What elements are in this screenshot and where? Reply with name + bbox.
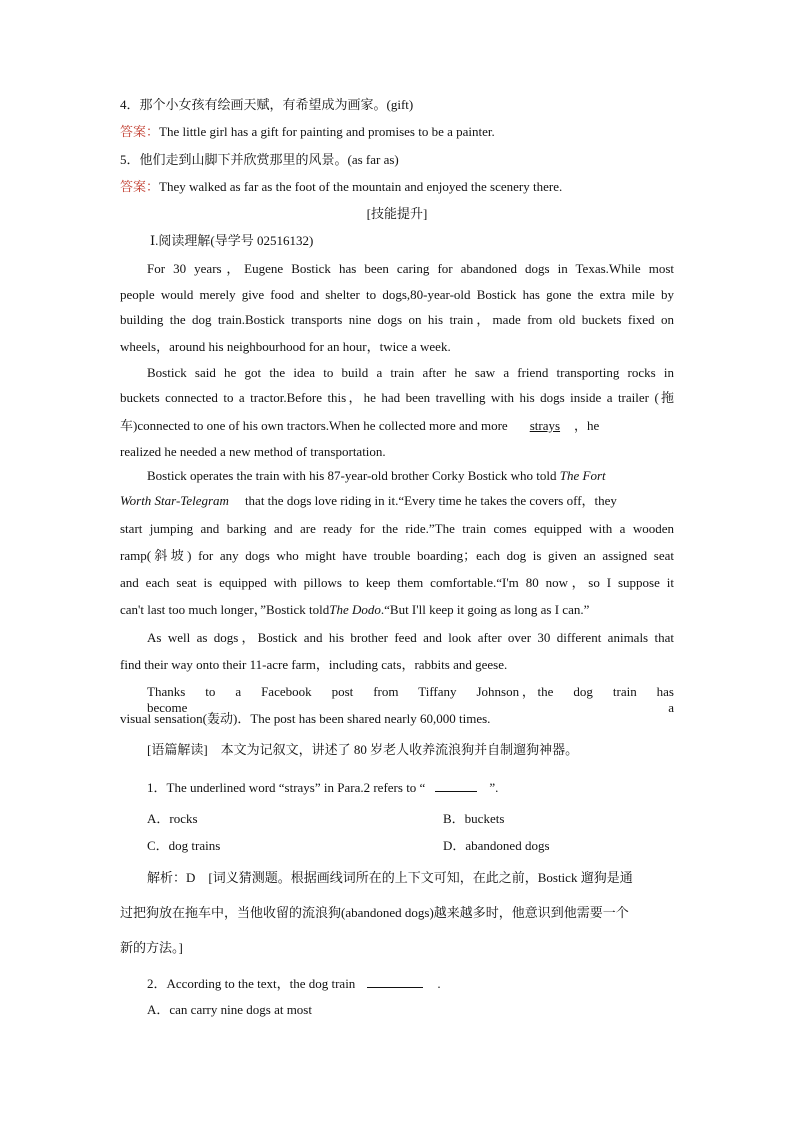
passage-line: building the dog train.Bostick transports nine dogs on his train，made from old buckets fixed on bbox=[120, 312, 674, 327]
option-a: A．can carry nine dogs at most bbox=[147, 1002, 312, 1017]
question-5: 5．他们走到山脚下并欣赏那里的风景。(as far as) bbox=[120, 152, 399, 167]
passage-line: ramp(斜坡) for any dogs who might have trouble boarding；each dog is given an assigned seat bbox=[120, 548, 674, 563]
answer-tag: 答案： bbox=[120, 179, 160, 194]
passage-text: Bostick operates the train with his 87-year-old brother Corky Bostick who told bbox=[147, 468, 557, 483]
option-a: A．rocks bbox=[147, 811, 198, 826]
italic-title: The Dodo bbox=[329, 602, 381, 617]
italic-title: Worth Star-Telegram bbox=[120, 493, 229, 508]
answer-4 bbox=[120, 124, 674, 140]
analysis-line: 过把狗放在拖车中，当他收留的流浪狗(abandoned dogs)越来越多时，他意识到他需要一个 bbox=[120, 905, 629, 920]
passage-line bbox=[147, 468, 701, 484]
option-d: D．abandoned dogs bbox=[443, 838, 550, 853]
analysis-line: 解析：D [词义猜测题。根据画线词所在的上下文可知，在此之前，Bostick 遛狗是通 bbox=[147, 870, 633, 885]
answer-blank bbox=[435, 779, 477, 792]
option-b: B．buckets bbox=[443, 811, 505, 826]
option-c: C．dog trains bbox=[147, 838, 221, 853]
question-text: 2．According to the text，the dog train bbox=[147, 976, 356, 991]
passage-line: As well as dogs，Bostick and his brother feed and look after over 30 different animals that bbox=[147, 630, 674, 645]
passage-text: ，he bbox=[574, 418, 600, 433]
passage-line: start jumping and barking and are ready for the ride.”The train comes equipped with a wooden bbox=[120, 521, 674, 536]
passage-line: For 30 years，Eugene Bostick has been caring for abandoned dogs in Texas.While most bbox=[147, 261, 674, 276]
question-2 bbox=[147, 975, 701, 992]
question-text: . bbox=[437, 976, 441, 991]
passage-line: realized he needed a new method of transportation. bbox=[120, 444, 386, 459]
passage-line: and each seat is equipped with pillows to keep them comfortable.“I'm 80 now，so I suppose it bbox=[120, 575, 674, 590]
passage-text: .“But I'll keep it going as long as I can.” bbox=[380, 602, 590, 617]
passage-text: 车)connected to one of his own tractors.When he collected more and more bbox=[120, 418, 508, 433]
answer-blank bbox=[367, 975, 423, 988]
passage-line bbox=[120, 493, 674, 509]
reading-label: Ⅰ.阅读理解(导学号 02516132) bbox=[150, 233, 314, 248]
answer-tag: 答案： bbox=[120, 124, 160, 139]
answer-text: They walked as far as the foot of the mountain and enjoyed the scenery there. bbox=[159, 179, 563, 194]
passage-line: find their way onto their 11-acre farm，including cats，rabbits and geese. bbox=[120, 657, 508, 672]
passage-line: wheels，around his neighbourhood for an hour，twice a week. bbox=[120, 339, 451, 354]
discourse-analysis: [语篇解读] 本文为记叙文，讲述了 80 岁老人收养流浪狗并自制遛狗神器。 bbox=[147, 742, 579, 757]
underlined-word-strays: strays bbox=[529, 418, 561, 433]
section-title: [技能提升] bbox=[366, 206, 428, 221]
question-1 bbox=[147, 779, 701, 796]
question-4: 4．那个小女孩有绘画天赋，有希望成为画家。(gift) bbox=[120, 97, 414, 112]
analysis-line: 新的方法。] bbox=[120, 940, 183, 955]
italic-title: The Fort bbox=[559, 468, 606, 483]
passage-line bbox=[120, 602, 674, 618]
passage-text: can't last too much longer，”Bostick told bbox=[120, 602, 330, 617]
passage-line: people would merely give food and shelter to dogs,80-year-old Bostick has gone the extra mile by bbox=[120, 287, 674, 302]
answer-5 bbox=[120, 179, 674, 195]
answer-text: The little girl has a gift for painting and promises to be a painter. bbox=[159, 124, 495, 139]
question-text: ”. bbox=[489, 780, 499, 795]
passage-line: buckets connected to a tractor.Before this，he had been travelling with his dogs inside a trailer (拖 bbox=[120, 390, 674, 405]
passage-text: that the dogs love riding in it.“Every time he takes the covers off，they bbox=[244, 493, 617, 508]
passage-line: Bostick said he got the idea to build a train after he saw a friend transporting rocks in bbox=[147, 365, 674, 380]
passage-line: visual sensation(轰动)．The post has been shared nearly 60,000 times. bbox=[120, 711, 491, 726]
question-text: 1．The underlined word “strays” in Para.2 refers to “ bbox=[147, 780, 426, 795]
passage-line: Thanks to a Facebook post from Tiffany Johnson，the dog train has become a bbox=[147, 684, 674, 715]
passage-line bbox=[120, 418, 674, 434]
